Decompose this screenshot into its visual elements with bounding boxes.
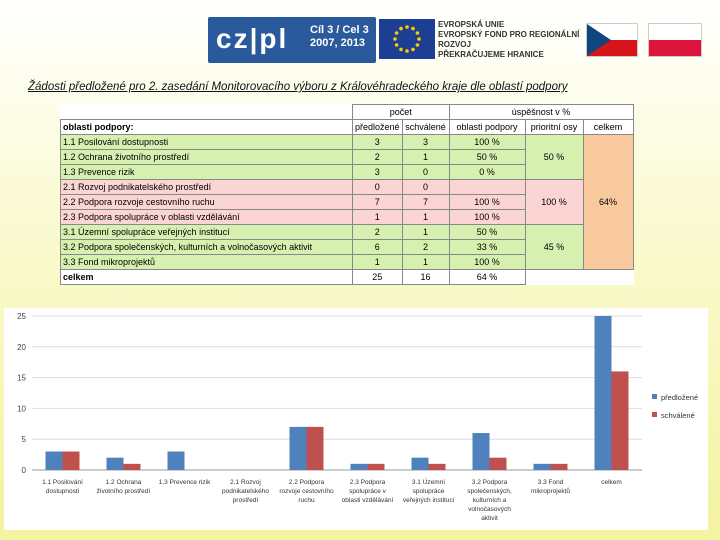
priority-1-pct: 50 % — [525, 135, 583, 180]
bar-submitted — [473, 433, 490, 470]
x-tick-label: 2.1 Rozvoj — [230, 479, 261, 486]
bar-approved — [368, 464, 385, 470]
y-tick-label: 15 — [17, 373, 26, 383]
bar-submitted — [412, 458, 429, 470]
bar-approved — [490, 458, 507, 470]
priority-3-pct: 45 % — [525, 225, 583, 270]
overall-pct: 64% — [583, 135, 633, 270]
header-submitted: předložené — [353, 120, 403, 135]
x-tick-label: 2.3 Podpora — [349, 479, 386, 486]
header-area: oblasti podpory: — [61, 120, 353, 135]
legend-label: schválené — [661, 411, 695, 420]
x-tick-label: celkem — [601, 479, 622, 486]
czpl-logo-text: cz|pl — [216, 23, 289, 54]
table-row: 2.1 Rozvoj podnikatelského prostředí 0 0 100 % — [61, 180, 634, 195]
x-tick-label: 1.1 Posilování — [42, 479, 83, 486]
table-row: 1.1 Posilování dostupnosti 3 3 100 % 50 % 64% — [61, 135, 634, 150]
table-row: 1.3 Prevence rizik 3 0 0 % — [61, 165, 634, 180]
x-tick-label: oblasti vzdělávání — [341, 497, 394, 504]
bar-approved — [124, 464, 141, 470]
table-row: 1.2 Ochrana životního prostředí 2 1 50 % — [61, 150, 634, 165]
header-success: úspěšnost v % — [449, 105, 633, 120]
x-tick-label: 3.2 Podpora — [471, 479, 508, 486]
x-tick-label: 2.2 Podpora — [288, 479, 325, 486]
cil3-label: Cíl 3 / Cel 3 2007, 2013 — [310, 24, 369, 49]
x-tick-label: 3.3 Fond — [537, 479, 564, 486]
legend-label: předložené — [661, 393, 699, 402]
x-tick-label: 3.1 Územní — [411, 479, 446, 486]
x-tick-label: spolupráce v — [349, 488, 386, 495]
x-tick-label: dostupnosti — [45, 488, 80, 495]
bar-submitted — [107, 458, 124, 470]
header-area-pct: oblasti podpory — [449, 120, 525, 135]
header-approved: schválené — [402, 120, 449, 135]
bar-submitted — [534, 464, 551, 470]
table-row: 3.3 Fond mikroprojektů 1 1 100 % — [61, 255, 634, 270]
bar-approved — [551, 464, 568, 470]
bar-submitted — [351, 464, 368, 470]
table-subheader-row — [61, 120, 634, 135]
header-priority: prioritní osy — [525, 120, 583, 135]
header-total: celkem — [583, 120, 633, 135]
bar-submitted — [168, 452, 185, 470]
x-tick-label: 1.2 Ochrana — [105, 479, 142, 486]
table-header-row — [61, 105, 634, 120]
y-tick-label: 10 — [17, 404, 26, 414]
y-tick-label: 25 — [17, 312, 26, 321]
table-total-row: celkem 25 16 64 % — [61, 270, 634, 285]
page-title: Žádosti předložené pro 2. zasedání Monitorovacího výboru z Královéhradeckého kraje dle oblastí podpory — [28, 81, 568, 93]
y-tick-label: 20 — [17, 342, 26, 352]
bar-submitted — [46, 452, 63, 470]
x-tick-label: ruchu — [298, 497, 315, 504]
x-tick-label: životního prostředí — [96, 488, 151, 495]
bar-approved — [429, 464, 446, 470]
table-row: 3.2 Podpora společenských, kulturních a volnočasových aktivit 6 2 33 % — [61, 240, 634, 255]
czpl-logo — [208, 17, 376, 63]
x-tick-label: podnikatelského — [222, 488, 269, 495]
x-tick-label: 1.3 Prevence rizik — [158, 479, 211, 486]
x-tick-label: volnočasových — [468, 506, 511, 513]
bar-approved — [612, 371, 629, 470]
polish-flag-icon — [648, 23, 702, 57]
logo-bar — [208, 17, 714, 63]
summary-table — [60, 104, 634, 285]
bar-submitted — [595, 316, 612, 470]
eu-text: EVROPSKÁ UNIE EVROPSKÝ FOND PRO REGIONÁLNÍ ROZVOJ PŘEKRAČUJEME HRANICE — [438, 20, 580, 59]
y-tick-label: 0 — [21, 466, 26, 475]
bar-submitted — [290, 427, 307, 470]
x-tick-label: aktivit — [481, 515, 498, 522]
y-tick-label: 5 — [21, 435, 26, 445]
bar-chart-svg — [4, 308, 708, 530]
table-row: 3.1 Územní spolupráce veřejných institucí 2 1 50 % 45 % — [61, 225, 634, 240]
x-tick-label: společenských, — [467, 488, 512, 495]
x-tick-label: rozvoje cestovního — [279, 488, 334, 495]
table-row: 2.2 Podpora rozvoje cestovního ruchu 7 7 100 % — [61, 195, 634, 210]
x-tick-label: prostředí — [232, 497, 259, 504]
eu-flag-icon — [379, 19, 435, 59]
x-tick-label: mikroprojektů — [530, 488, 571, 495]
legend-swatch — [652, 412, 657, 417]
bar-approved — [63, 452, 80, 470]
x-tick-label: spolupráce — [412, 488, 445, 495]
priority-2-pct: 100 % — [525, 180, 583, 225]
header-count: počet — [353, 105, 450, 120]
table-row: 2.3 Podpora spolupráce v oblasti vzdělávání 1 1 100 % — [61, 210, 634, 225]
legend-swatch — [652, 394, 657, 399]
x-tick-label: veřejných instituci — [402, 497, 455, 504]
czech-flag-icon — [586, 23, 638, 57]
x-tick-label: kulturních a — [472, 497, 507, 504]
bar-approved — [307, 427, 324, 470]
bar-chart — [4, 308, 708, 530]
